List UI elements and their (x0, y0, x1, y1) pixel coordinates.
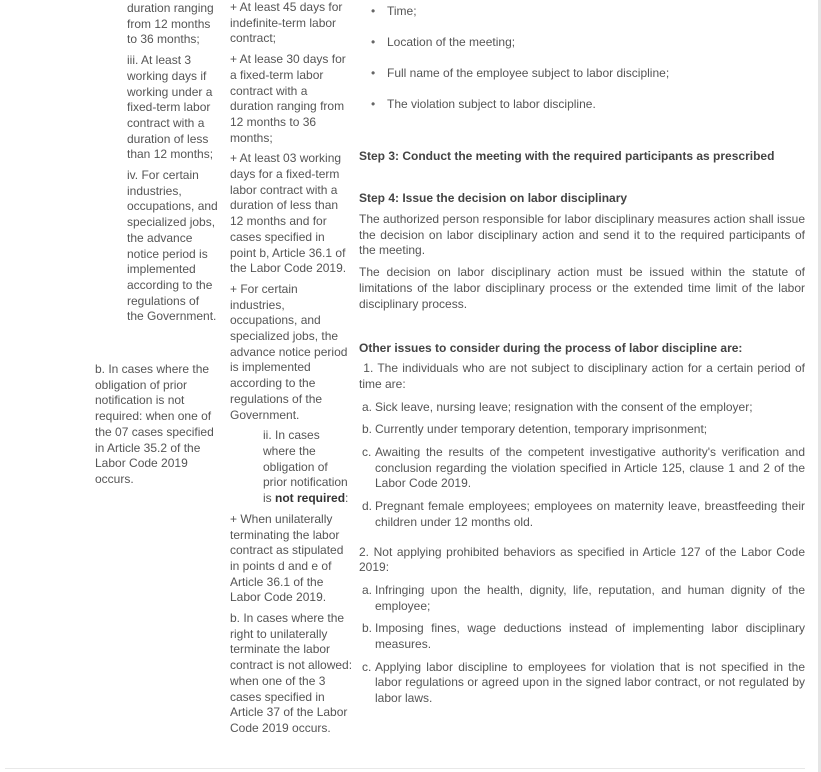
list-item (359, 660, 805, 707)
list-item (359, 621, 805, 652)
bullet-item: • Full name of the employee subject to labor discipline; (359, 62, 805, 93)
other-issues-point-1: 1. The individuals who are not subject to disciplinary action for a certain period of time are: (359, 361, 809, 391)
exemption-list (359, 400, 805, 531)
list-item (359, 400, 805, 416)
col2-item-3: + At least 03 working days for a fixed-term labor contract with a duration of less than 12 months and for cases specified in point b, Article 36.1 of the Labor Code 2019. (230, 151, 347, 276)
list-text: Applying labor discipline to employees for violation that is not specified in the labor regulations or agreed upon in the signed labor contract, or not regulated by labor laws. (375, 659, 805, 706)
list-marker: a. (362, 582, 373, 597)
list-item (359, 583, 805, 614)
bullet-item: • Time; (359, 0, 805, 31)
list-text: Pregnant female employees; employees on maternity leave, breastfeeding their children under 12 months old. (375, 499, 805, 529)
col2-item-4: + For certain industries, occupations, and specialized jobs, the advance notice period is implemented according to the regulations of the Government. (230, 281, 348, 422)
main-content (359, 0, 809, 714)
col1-upper-notice-list (127, 0, 219, 330)
list-item (359, 499, 805, 530)
col2-item-ii (230, 428, 354, 507)
list-text: Currently under temporary detention, temporary imprisonment; (375, 422, 708, 437)
list-marker: b. (362, 422, 373, 437)
col2-item-unilateral: + When unilaterally terminating the labor contract as stipulated in points d and e of Article 36.1 of the Labor Code 2019. (230, 511, 344, 605)
step4-heading: Step 4: Issue the decision on labor disciplinary (359, 191, 628, 205)
step3-heading: Step 3: Conduct the meeting with the required participants as prescribed (359, 149, 775, 163)
bottom-divider (5, 768, 805, 769)
bullet-item: • The violation subject to labor discipline. (359, 93, 805, 124)
bullet-item: • Location of the meeting; (359, 31, 805, 62)
step4-paragraph-1: The authorized person responsible for labor disciplinary measures action shall issue the decision on labor disciplinary action and send it to the required participants of the meeting. (359, 212, 805, 258)
list-marker: c. (362, 445, 372, 460)
list-text: Sick leave, nursing leave; resignation with the consent of the employer; (375, 399, 753, 414)
col2-item-ii-bold: not required (275, 491, 346, 506)
list-text: Imposing fines, wage deductions instead of implementing labor disciplinary measures. (375, 621, 805, 652)
list-marker: c. (362, 659, 372, 674)
list-item (359, 445, 805, 492)
col1-duration-text: duration ranging from 12 months to 36 months; (127, 1, 214, 47)
list-marker: d. (362, 499, 373, 514)
col1-b-item (95, 362, 217, 488)
list-text: Awaiting the results of the competent investigative authority's verification and conclusion regarding the violation specified in Article 125, clause 1 and 2 of the Labor Code 2019. (375, 445, 805, 491)
prohibited-list (359, 583, 805, 707)
col2-termination-list (230, 0, 354, 742)
col2-item-ii-text: ii. In cases where the obligation of prior notification is (263, 428, 348, 506)
list-marker: a. (362, 399, 373, 414)
col2-item-1: + At least 45 days for indefinite-term labor contract; (230, 0, 343, 46)
col2-item-2: + At lease 30 days for a fixed-term labor contract with a duration ranging from 12 months to 36 months; (230, 52, 346, 145)
col1-item-iv: iv. For certain industries, occupations, and specialized jobs, the advance notice period is implemented according to the regulations of the Government. (127, 168, 218, 324)
meeting-notice-bullets (359, 0, 805, 124)
col1-item-iii: iii. At least 3 working days if working under a fixed-term labor contract with a duration of less than 12 months; (127, 53, 214, 162)
col1-item-b: b. In cases where the obligation of prior notification is not required: when one of the 07 cases specified in Article 35.2 of the Labor Code 2019 occurs. (95, 362, 214, 486)
other-issues-point-2: 2. Not applying prohibited behaviors as specified in Article 127 of the Labor Code 2019: (359, 544, 805, 575)
other-issues-heading: Other issues to consider during the process of labor discipline are: (359, 341, 743, 356)
list-item (359, 422, 805, 438)
col2-item-ii-colon: : (345, 491, 349, 506)
list-text: Infringing upon the health, dignity, life, reputation, and human dignity of the employee; (375, 582, 805, 613)
col2-item-b: b. In cases where the right to unilaterally terminate the labor contract is not allowed: when one of the 3 cases specified in Article 37 of the Labor Code 2019 occurs. (230, 611, 353, 735)
step4-paragraph-2: The decision on labor disciplinary action must be issued within the statute of limitations of the labor disciplinary process or the extended time limit of the labor disciplinary process. (359, 265, 805, 311)
list-marker: b. (362, 621, 373, 636)
